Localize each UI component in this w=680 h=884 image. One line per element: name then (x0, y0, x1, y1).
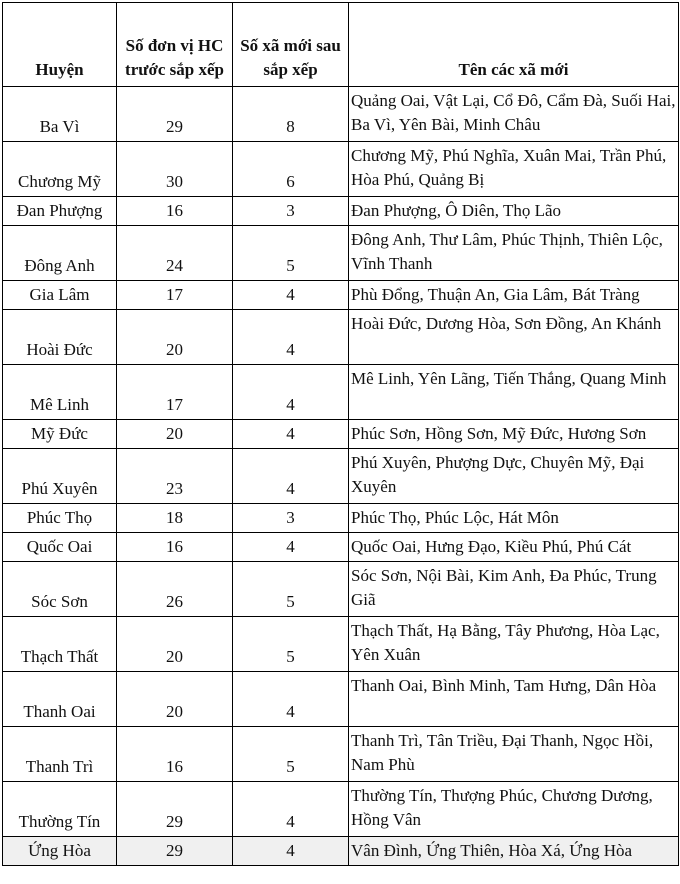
units-before-cell: 16 (117, 727, 233, 782)
district-cell: Đan Phượng (3, 197, 117, 226)
table-row (3, 197, 679, 226)
district-cell: Đông Anh (3, 226, 117, 281)
communes-after-cell: 4 (233, 281, 349, 310)
table-header-row (3, 3, 679, 87)
new-communes-cell: Thạch Thất, Hạ Bằng, Tây Phương, Hòa Lạc, Yên Xuân (349, 617, 679, 672)
new-communes-cell: Phú Xuyên, Phượng Dực, Chuyên Mỹ, Đại Xuyên (349, 449, 679, 504)
units-before-cell: 30 (117, 142, 233, 197)
units-before-cell: 20 (117, 420, 233, 449)
communes-after-cell: 4 (233, 672, 349, 727)
district-cell: Quốc Oai (3, 533, 117, 562)
units-before-cell: 16 (117, 197, 233, 226)
new-communes-cell: Quảng Oai, Vật Lại, Cổ Đô, Cẩm Đà, Suối Hai, Ba Vì, Yên Bài, Minh Châu (349, 87, 679, 142)
communes-after-cell: 5 (233, 727, 349, 782)
district-cell: Phúc Thọ (3, 504, 117, 533)
new-communes-cell: Đông Anh, Thư Lâm, Phúc Thịnh, Thiên Lộc, Vĩnh Thanh (349, 226, 679, 281)
units-before-cell: 20 (117, 672, 233, 727)
header-district: Huyện (3, 3, 117, 87)
units-before-cell: 20 (117, 617, 233, 672)
new-communes-cell: Chương Mỹ, Phú Nghĩa, Xuân Mai, Trần Phú, Hòa Phú, Quảng Bị (349, 142, 679, 197)
new-communes-cell: Vân Đình, Ứng Thiên, Hòa Xá, Ứng Hòa (349, 837, 679, 866)
district-cell: Mỹ Đức (3, 420, 117, 449)
table-row (3, 782, 679, 837)
units-before-cell: 18 (117, 504, 233, 533)
table-row (3, 281, 679, 310)
district-commune-table (2, 2, 679, 866)
district-cell: Chương Mỹ (3, 142, 117, 197)
district-cell: Thanh Trì (3, 727, 117, 782)
table-row (3, 504, 679, 533)
header-new-communes: Tên các xã mới (349, 3, 679, 87)
units-before-cell: 24 (117, 226, 233, 281)
new-communes-cell: Phúc Sơn, Hồng Sơn, Mỹ Đức, Hương Sơn (349, 420, 679, 449)
district-cell: Phú Xuyên (3, 449, 117, 504)
table-row (3, 365, 679, 420)
table-row (3, 226, 679, 281)
communes-after-cell: 5 (233, 617, 349, 672)
table-row (3, 617, 679, 672)
district-cell: Gia Lâm (3, 281, 117, 310)
header-units-before: Số đơn vị HC trước sắp xếp (117, 3, 233, 87)
district-cell: Sóc Sơn (3, 562, 117, 617)
units-before-cell: 29 (117, 837, 233, 866)
communes-after-cell: 4 (233, 533, 349, 562)
communes-after-cell: 5 (233, 226, 349, 281)
communes-after-cell: 4 (233, 420, 349, 449)
communes-after-cell: 4 (233, 837, 349, 866)
communes-after-cell: 6 (233, 142, 349, 197)
new-communes-cell: Phù Đổng, Thuận An, Gia Lâm, Bát Tràng (349, 281, 679, 310)
communes-after-cell: 3 (233, 197, 349, 226)
new-communes-cell: Thanh Trì, Tân Triều, Đại Thanh, Ngọc Hồi, Nam Phù (349, 727, 679, 782)
units-before-cell: 20 (117, 310, 233, 365)
communes-after-cell: 3 (233, 504, 349, 533)
district-cell: Thạch Thất (3, 617, 117, 672)
communes-after-cell: 4 (233, 782, 349, 837)
new-communes-cell: Phúc Thọ, Phúc Lộc, Hát Môn (349, 504, 679, 533)
table-row (3, 142, 679, 197)
district-cell: Hoài Đức (3, 310, 117, 365)
new-communes-cell: Mê Linh, Yên Lãng, Tiến Thắng, Quang Minh (349, 365, 679, 420)
units-before-cell: 23 (117, 449, 233, 504)
district-cell: Thường Tín (3, 782, 117, 837)
units-before-cell: 26 (117, 562, 233, 617)
communes-after-cell: 5 (233, 562, 349, 617)
units-before-cell: 17 (117, 281, 233, 310)
new-communes-cell: Hoài Đức, Dương Hòa, Sơn Đồng, An Khánh (349, 310, 679, 365)
units-before-cell: 16 (117, 533, 233, 562)
header-communes-after: Số xã mới sau sắp xếp (233, 3, 349, 87)
table-row (3, 672, 679, 727)
new-communes-cell: Đan Phượng, Ô Diên, Thọ Lão (349, 197, 679, 226)
units-before-cell: 17 (117, 365, 233, 420)
new-communes-cell: Thanh Oai, Bình Minh, Tam Hưng, Dân Hòa (349, 672, 679, 727)
table-row (3, 420, 679, 449)
new-communes-cell: Sóc Sơn, Nội Bài, Kim Anh, Đa Phúc, Trung Giã (349, 562, 679, 617)
table-row (3, 837, 679, 866)
district-cell: Thanh Oai (3, 672, 117, 727)
new-communes-cell: Thường Tín, Thượng Phúc, Chương Dương, Hồng Vân (349, 782, 679, 837)
units-before-cell: 29 (117, 782, 233, 837)
district-cell: Ba Vì (3, 87, 117, 142)
communes-after-cell: 4 (233, 365, 349, 420)
table-row (3, 310, 679, 365)
table-row (3, 727, 679, 782)
communes-after-cell: 4 (233, 310, 349, 365)
table-row (3, 533, 679, 562)
communes-after-cell: 8 (233, 87, 349, 142)
district-cell: Ứng Hòa (3, 837, 117, 866)
new-communes-cell: Quốc Oai, Hưng Đạo, Kiều Phú, Phú Cát (349, 533, 679, 562)
units-before-cell: 29 (117, 87, 233, 142)
table-row (3, 87, 679, 142)
table-row (3, 562, 679, 617)
district-cell: Mê Linh (3, 365, 117, 420)
communes-after-cell: 4 (233, 449, 349, 504)
table-row (3, 449, 679, 504)
